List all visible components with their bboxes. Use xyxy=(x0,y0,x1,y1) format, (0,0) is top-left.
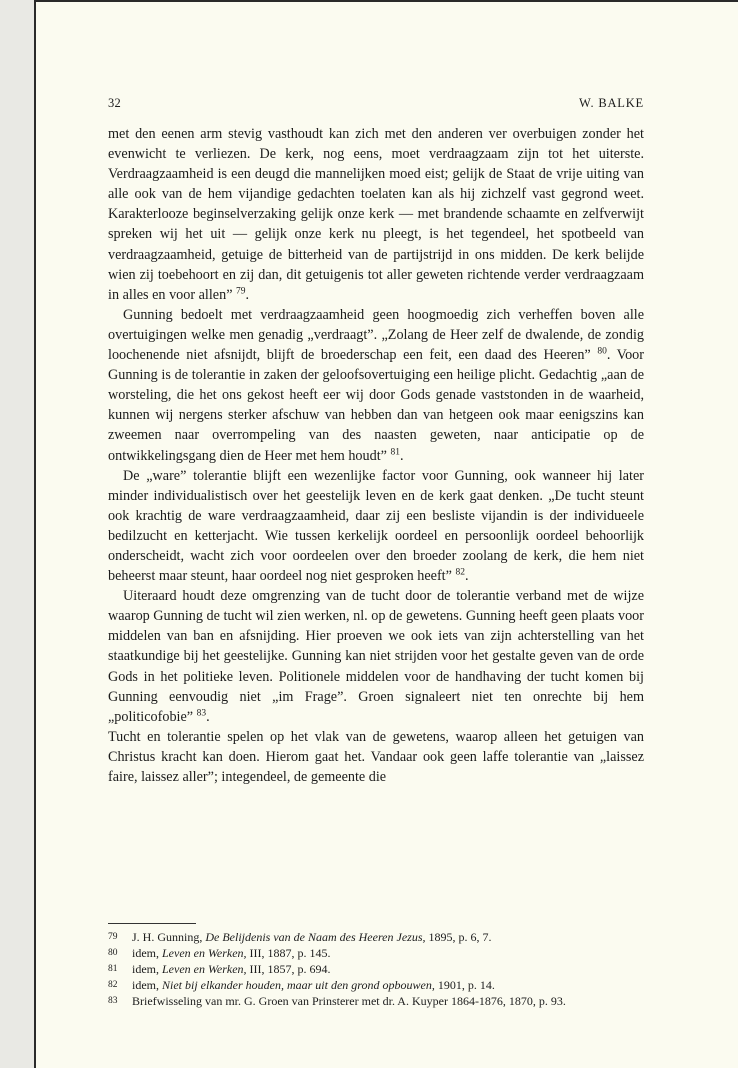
footnote-text: 1901, p. 14. xyxy=(434,978,495,992)
footnote-ref: 83 xyxy=(196,707,207,718)
footnote xyxy=(108,961,644,977)
footnote-ref: 81 xyxy=(390,446,400,457)
footnote-text: III, 1857, p. 694. xyxy=(246,962,331,976)
footnote-number: 79 xyxy=(108,932,118,942)
running-author: W. BALKE xyxy=(579,96,644,110)
footnote-text: idem, xyxy=(132,946,162,960)
paragraph xyxy=(108,586,644,727)
footnote xyxy=(108,929,644,945)
paragraph-text: Tucht en tolerantie spelen op het vlak van de gewetens, waarop alleen het getuigen van Christus kracht kan doen. Hierom gaat het. Vandaar ook geen laffe tolerantie van „laissez faire, laissez aller”; integendeel, de gemeente die xyxy=(108,728,644,785)
paragraph-tail: . xyxy=(400,447,404,464)
paragraph-text: Gunning bedoelt met verdraagzaamheid geen hoogmoedig zich verheffen boven alle overtuigingen welke men genadig „verdraagt”. „Zolang de Heer zelf de dwalende, de zondig loochenende niet afsnijdt, blijft de broederschap een feit, een daad des Heeren” xyxy=(108,306,644,364)
footnote-number: 83 xyxy=(108,996,118,1006)
paragraph xyxy=(108,466,644,587)
paragraph-tail: . xyxy=(464,568,469,585)
footnote-ref: 79 xyxy=(236,286,246,297)
paragraph-tail: . Voor Gunning is de tolerantie in zaken der geloofsovertuiging een heilige plicht. Gedachtig „aan de worsteling, die het ons gekost heeft eer wij door Gods genade vaststonden in de waarheid, kunnen wij nergens sterker afschuw van hebben dan van hetgeen ook maar eenigszins kan zweemen naar overrompeling van des naasten geweten, naar anticipatie op de ontwikkelingsgang dien de Heer met hem houdt” xyxy=(108,347,645,464)
footnote-title: De Belijdenis van de Naam des Heeren Jezus, xyxy=(205,930,426,944)
paragraph-text: met den eenen arm stevig vasthoudt kan zich met den anderen ver overbuigen zonder het evenwicht te verliezen. De kerk, nog eens, moet verdraagzaam zijn tot het uiterste. Verdraagzaamheid is een deugd die mannelijken moed eist; gelijk de Staat de vrije uiting van alle ook van de hem vijandige gedachten toelaten kan als hij zichzelf vast gegrond weet. Karakterlooze beginselverzaking gelijk onze kerk — met brandende schaamte en zelfverwijt spreken wij het uit — gelijk onze kerk nu pleegt, is het tegendeel, het spotbeeld van verdraagzaamheid, getuige de bitterheid van de partijstrijd in ons midden. De kerk belijde wien zij toebehoort en zij dan, dit getuigenis tot aller geweten richtende verder verdraagzaam in alles en voor allen” xyxy=(108,126,644,303)
paragraph-tail: . xyxy=(245,286,250,303)
paragraph-text: Uiteraard houdt deze omgrenzing van de tucht door de tolerantie verband met de wijze waarop Gunning de tucht wil zien werken, nl. op de gewetens. Gunning heeft geen plaats voor middelen van ban en afsnijding. Hier proeven we ook iets van zijn achterstelling van het staatkundige bij het geestelijke. Gunning kan niet strijden voor het gestalte geven van de orde Gods in het politieke leven. Politionele middelen voor de handhaving der tucht komen bij Gunning eenvoudig niet „im Frage”. Groen signaleert niet ten onrechte bij hem „politicofobie” xyxy=(108,588,644,725)
paragraph-tail: . xyxy=(206,708,210,725)
footnote-text: III, 1887, p. 145. xyxy=(246,946,331,960)
footnote-text: idem, xyxy=(132,978,162,992)
footnote-ref: 80 xyxy=(597,346,607,357)
paragraph xyxy=(108,305,644,466)
footnote-ref: 82 xyxy=(455,567,465,578)
footnote-text: 1895, p. 6, 7. xyxy=(425,930,492,944)
footnote xyxy=(108,945,644,961)
footnote-number: 82 xyxy=(108,980,118,990)
footnote-title: Niet bij elkander houden, maar uit den grond opbouwen, xyxy=(162,978,435,992)
paragraph xyxy=(108,727,644,787)
footnote-title: Leven en Werken, xyxy=(162,946,247,960)
footnote xyxy=(108,993,644,1009)
footnote-title: Leven en Werken, xyxy=(162,962,247,976)
footnote-text: J. H. Gunning, xyxy=(132,930,206,944)
footnote-number: 80 xyxy=(108,948,118,958)
body-text xyxy=(108,124,644,787)
footnote-divider xyxy=(108,923,196,924)
paragraph-text: De „ware” tolerantie blijft een wezenlijke factor voor Gunning, ook wanneer hij later minder individualistisch over het geestelijk leven en de kerk gaat denken. „De tucht steunt ook krachtig de ware verdraagzaamheid, daar zij een besliste vijandin is der individueele bedilzucht en ketterjacht. Wie tussen kerkelijk oordeel en persoonlijk oordeel behoorlijk onderscheidt, wacht zich voor oordeelen over den broeder zoolang de kerk, die hem niet beheerst maar steunt, haar oordeel nog niet gesproken heeft” xyxy=(108,467,644,585)
page-number: 32 xyxy=(108,96,122,110)
footnote-text: idem, xyxy=(132,962,162,976)
paragraph xyxy=(108,124,644,305)
footnote-text: Briefwisseling van mr. G. Groen van Prinsterer met dr. A. Kuyper 1864-1876, 1870, p. 93. xyxy=(132,994,566,1008)
footnotes xyxy=(108,929,644,1009)
footnote xyxy=(108,977,644,993)
footnote-number: 81 xyxy=(108,964,118,974)
